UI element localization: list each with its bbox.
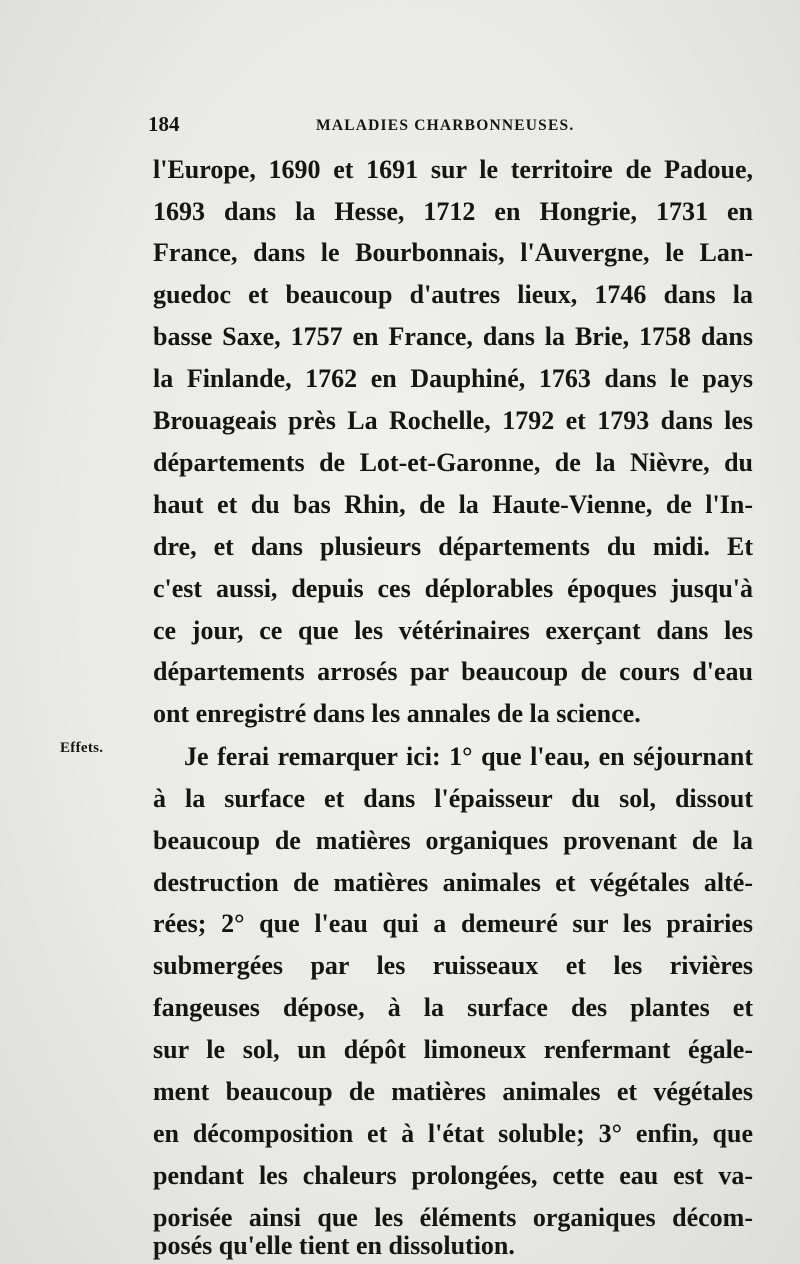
text-line: submergées par les ruisseaux et les rivières xyxy=(153,951,753,980)
text-line: pendant les chaleurs prolongées, cette eau est va- xyxy=(153,1161,753,1190)
text-line: 1693 dans la Hesse, 1712 en Hongrie, 1731 en xyxy=(153,197,753,226)
text-line: destruction de matières animales et végétales alté- xyxy=(153,868,753,897)
text-line: posés qu'elle tient en dissolution. xyxy=(153,1231,515,1260)
text-line: départements arrosés par beaucoup de cours d'eau xyxy=(153,657,753,686)
page-number: 184 xyxy=(148,112,180,136)
text-line: Je ferai remarquer ici: 1° que l'eau, en séjournant xyxy=(184,742,753,771)
text-line: Brouageais près La Rochelle, 1792 et 1793 dans les xyxy=(153,406,753,435)
text-line: départements de Lot-et-Garonne, de la Nièvre, du xyxy=(153,448,753,477)
text-line: dre, et dans plusieurs départements du midi. Et xyxy=(153,532,753,561)
running-title: MALADIES CHARBONNEUSES. xyxy=(316,117,575,134)
text-line: guedoc et beaucoup d'autres lieux, 1746 dans la xyxy=(153,280,753,309)
text-line: ce jour, ce que les vétérinaires exerçant dans les xyxy=(153,616,753,645)
text-line: c'est aussi, depuis ces déplorables époques jusqu'à xyxy=(153,574,753,603)
text-line: la Finlande, 1762 en Dauphiné, 1763 dans le pays xyxy=(153,364,753,393)
text-line: fangeuses dépose, à la surface des plantes et xyxy=(153,993,753,1022)
text-line: à la surface et dans l'épaisseur du sol, dissout xyxy=(153,784,753,813)
text-line: haut et du bas Rhin, de la Haute-Vienne, de l'In- xyxy=(153,490,753,519)
text-line: rées; 2° que l'eau qui a demeuré sur les prairies xyxy=(153,909,753,938)
text-line: ont enregistré dans les annales de la science. xyxy=(153,699,641,728)
text-line: porisée ainsi que les éléments organiques décom- xyxy=(153,1203,753,1232)
margin-note: Effets. xyxy=(60,740,104,756)
text-line: France, dans le Bourbonnais, l'Auvergne, le Lan- xyxy=(153,238,753,267)
text-line: sur le sol, un dépôt limoneux renfermant égale- xyxy=(153,1035,753,1064)
text-line: ment beaucoup de matières animales et végétales xyxy=(153,1077,753,1106)
text-line: beaucoup de matières organiques provenant de la xyxy=(153,826,753,855)
text-line: basse Saxe, 1757 en France, dans la Brie, 1758 dans xyxy=(153,322,753,351)
text-line: en décomposition et à l'état soluble; 3° enfin, que xyxy=(153,1119,753,1148)
text-line: l'Europe, 1690 et 1691 sur le territoire de Padoue, xyxy=(153,155,753,184)
